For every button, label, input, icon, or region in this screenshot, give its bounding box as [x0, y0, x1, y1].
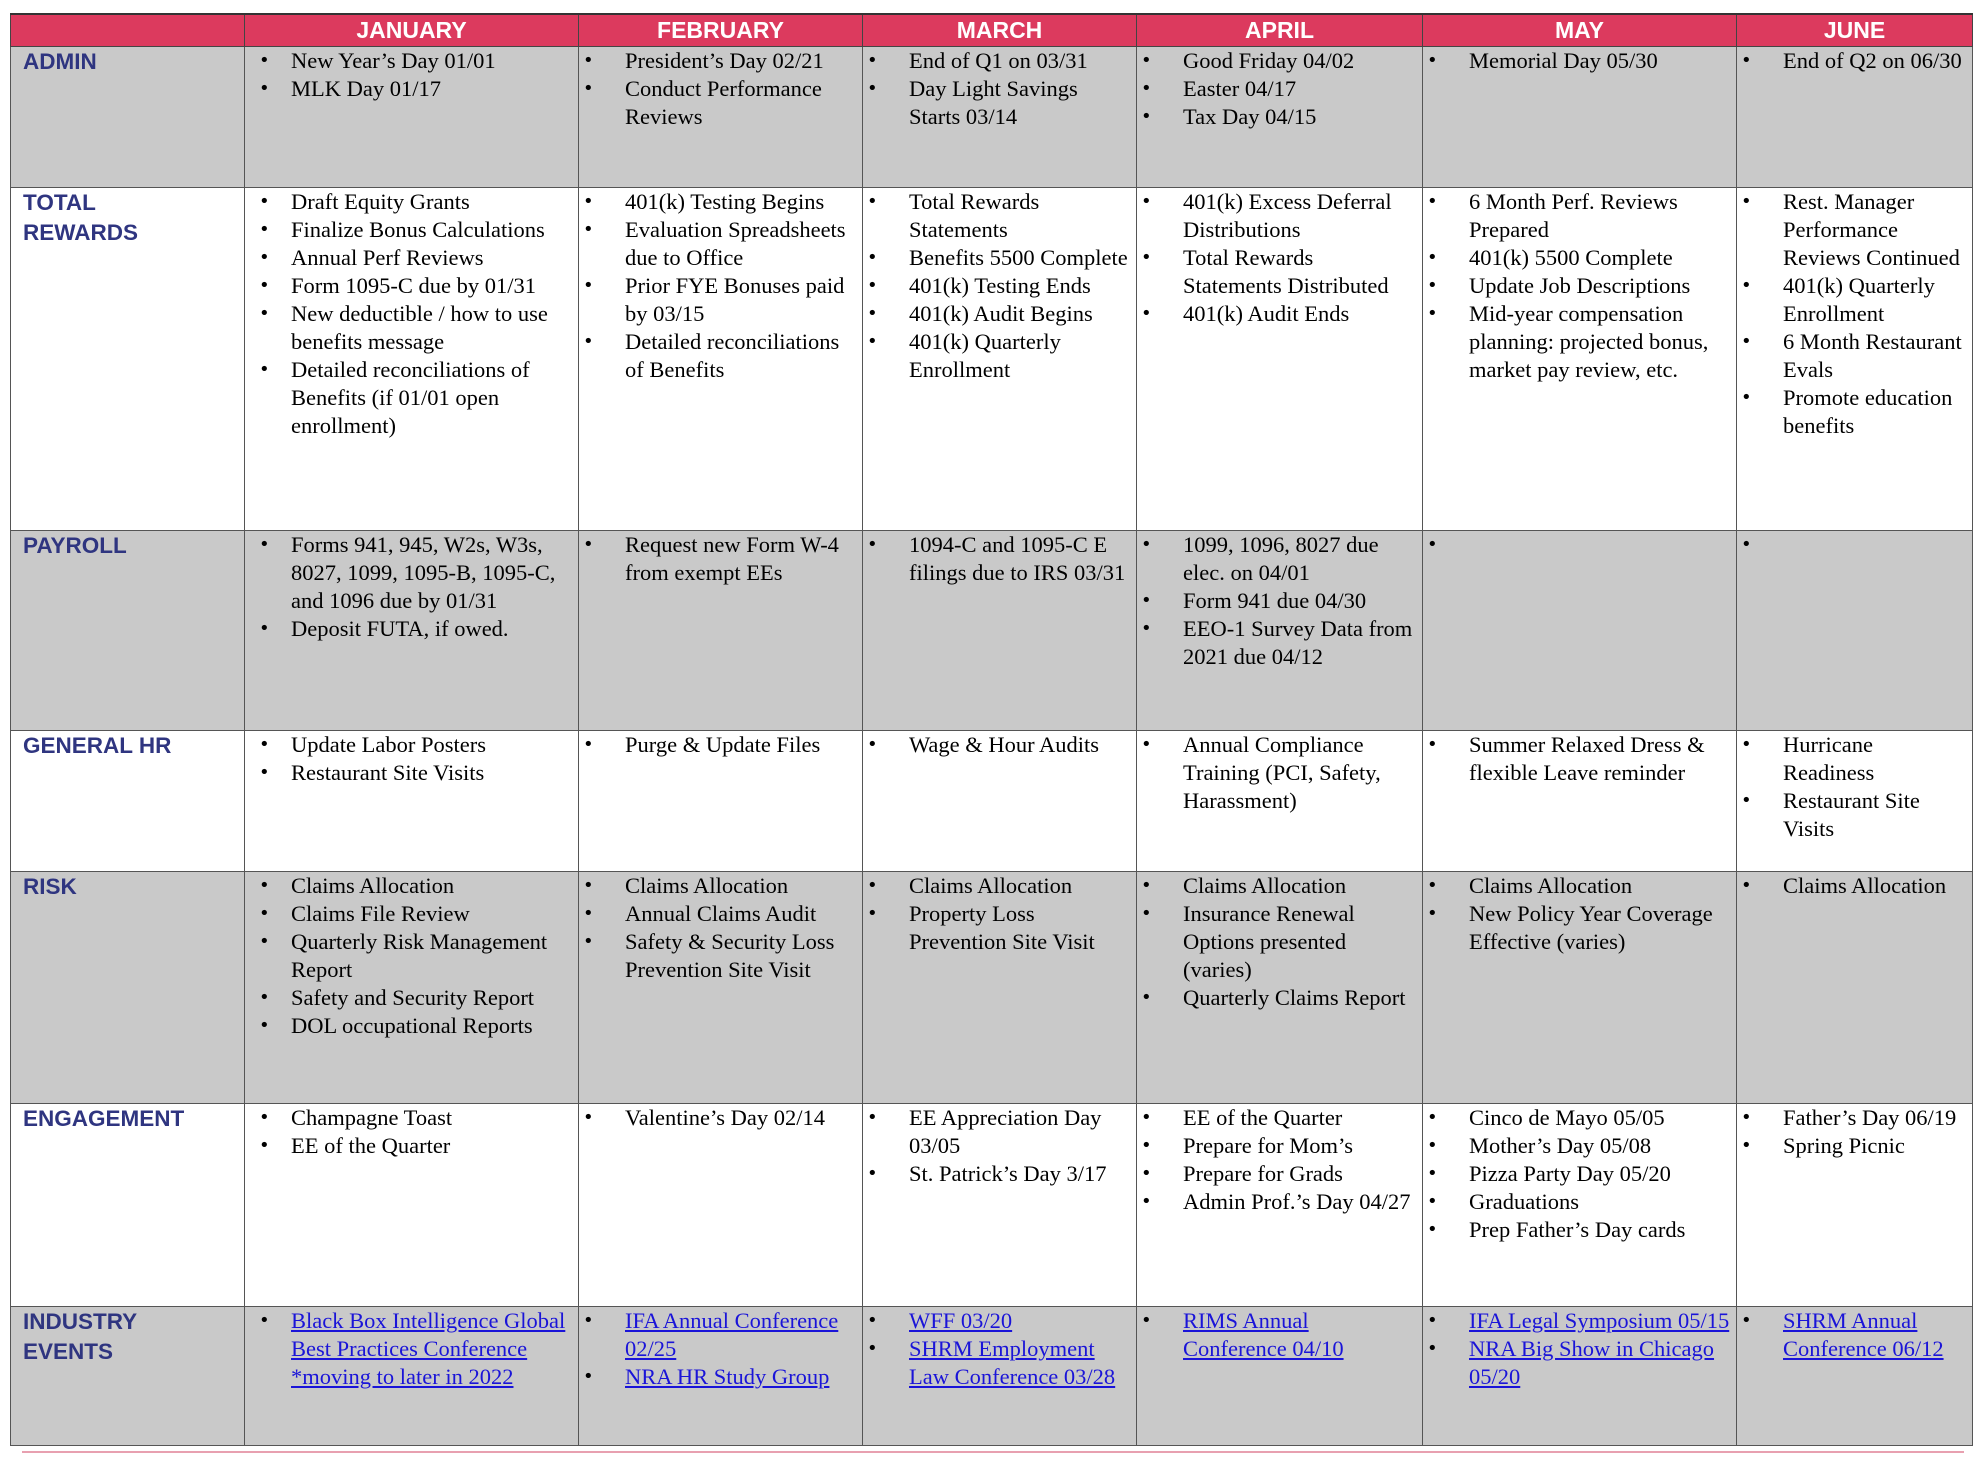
cell-jan: [245, 731, 579, 872]
cell-feb: [579, 731, 863, 872]
bullet-list: [1423, 47, 1736, 75]
list-item: • Annual Perf Reviews: [245, 244, 572, 272]
month-header-february: FEBRUARY: [579, 14, 863, 47]
cell-jun: [1737, 47, 1973, 188]
list-item: • Mother’s Day 05/08: [1423, 1132, 1730, 1160]
cell-may: [1423, 531, 1737, 731]
bullet-list: [1737, 47, 1972, 75]
cell-jan: [245, 47, 579, 188]
list-item: • End of Q2 on 06/30: [1737, 47, 1966, 75]
bullet-list: [245, 872, 578, 1040]
row-industry-events: [11, 1307, 1973, 1446]
cell-jan: [245, 1104, 579, 1307]
bullet-list: [1737, 872, 1972, 900]
month-header-row: [11, 14, 1973, 47]
list-item: • End of Q1 on 03/31: [863, 47, 1130, 75]
list-item: [579, 1307, 856, 1363]
list-item: [1737, 1307, 1966, 1363]
list-item: • Wage & Hour Audits: [863, 731, 1130, 759]
list-item: • Hurricane Readiness: [1737, 731, 1966, 787]
list-item: • St. Patrick’s Day 3/17: [863, 1160, 1130, 1188]
list-item: [579, 1363, 856, 1391]
list-item: • Claims Allocation: [1737, 872, 1966, 900]
list-item: • 401(k) Quarterly Enrollment: [1737, 272, 1966, 328]
cell-apr: [1137, 872, 1423, 1104]
bullet-list: [245, 731, 578, 787]
cell-jan: [245, 188, 579, 531]
list-item: • Claims Allocation: [1137, 872, 1416, 900]
list-item: • 401(k) Testing Ends: [863, 272, 1130, 300]
list-item: • New deductible / how to use benefits message: [245, 300, 572, 356]
bullet-list: [1423, 1104, 1736, 1244]
cell-feb: [579, 872, 863, 1104]
list-item: • Form 941 due 04/30: [1137, 587, 1416, 615]
list-item: • Annual Compliance Training (PCI, Safety, Harassment): [1137, 731, 1416, 815]
list-item: • Good Friday 04/02: [1137, 47, 1416, 75]
bullet-list: [863, 47, 1136, 131]
list-item: • 1094-C and 1095-C E filings due to IRS 03/31: [863, 531, 1130, 587]
list-item: • Rest. Manager Performance Reviews Continued: [1737, 188, 1966, 272]
cell-apr: [1137, 531, 1423, 731]
list-item: • 6 Month Restaurant Evals: [1737, 328, 1966, 384]
bullet-list: [245, 188, 578, 440]
list-item: • Day Light Savings Starts 03/14: [863, 75, 1130, 131]
list-item: • Benefits 5500 Complete: [863, 244, 1130, 272]
list-item: • DOL occupational Reports: [245, 1012, 572, 1040]
cell-feb: [579, 1104, 863, 1307]
list-item: • EE of the Quarter: [245, 1132, 572, 1160]
list-item: • Claims Allocation: [245, 872, 572, 900]
bullet-list: [1737, 731, 1972, 843]
list-item: • Memorial Day 05/30: [1423, 47, 1730, 75]
list-item: • President’s Day 02/21: [579, 47, 856, 75]
list-item: • EEO-1 Survey Data from 2021 due 04/12: [1137, 615, 1416, 671]
list-item: • Admin Prof.’s Day 04/27: [1137, 1188, 1416, 1216]
cell-feb: [579, 47, 863, 188]
cell-feb: [579, 531, 863, 731]
list-item: • Claims Allocation: [1423, 872, 1730, 900]
bullet-list: [1737, 1307, 1972, 1363]
bullet-list: [579, 1104, 862, 1132]
list-item: • Annual Claims Audit: [579, 900, 856, 928]
cell-jun: [1737, 731, 1973, 872]
list-item: • Detailed reconciliations of Benefits (if 01/01 open enrollment): [245, 356, 572, 440]
bullet-list: [863, 531, 1136, 587]
header-blank-cell: [11, 14, 245, 47]
category-label: [11, 47, 245, 188]
list-item: • Finalize Bonus Calculations: [245, 216, 572, 244]
category-label-line: PAYROLL: [23, 533, 127, 558]
category-label-line: RISK: [23, 874, 77, 899]
list-item: • Forms 941, 945, W2s, W3s, 8027, 1099, 1095-B, 1095-C, and 1096 due by 01/31: [245, 531, 572, 615]
list-item: • Promote education benefits: [1737, 384, 1966, 440]
cell-mar: [863, 531, 1137, 731]
cell-may: [1423, 731, 1737, 872]
list-item: • Quarterly Claims Report: [1137, 984, 1416, 1012]
cell-jan: [245, 531, 579, 731]
cell-apr: [1137, 188, 1423, 531]
list-item: • Champagne Toast: [245, 1104, 572, 1132]
bullet-list: [1737, 188, 1972, 440]
bullet-list: [579, 47, 862, 131]
list-item: • Quarterly Risk Management Report: [245, 928, 572, 984]
month-header-april: APRIL: [1137, 14, 1423, 47]
list-item: • New Year’s Day 01/01: [245, 47, 572, 75]
list-item: • Total Rewards Statements Distributed: [1137, 244, 1416, 300]
cell-mar: [863, 1307, 1137, 1446]
bullet-list: [579, 1307, 862, 1391]
row-admin: [11, 47, 1973, 188]
list-item: • Insurance Renewal Options presented (varies): [1137, 900, 1416, 984]
list-item: [1423, 1307, 1730, 1335]
bullet-list: [1137, 1104, 1422, 1216]
list-item: • Total Rewards Statements: [863, 188, 1130, 244]
bullet-list: [1137, 731, 1422, 815]
cell-mar: [863, 731, 1137, 872]
list-item: • EE Appreciation Day 03/05: [863, 1104, 1130, 1160]
list-item: • MLK Day 01/17: [245, 75, 572, 103]
cell-may: [1423, 1307, 1737, 1446]
cell-may: [1423, 188, 1737, 531]
list-item: [863, 1335, 1130, 1391]
cell-mar: [863, 1104, 1137, 1307]
list-item: • 401(k) Testing Begins: [579, 188, 856, 216]
calendar-body: [11, 47, 1973, 1446]
list-item: • Claims File Review: [245, 900, 572, 928]
list-item: • Evaluation Spreadsheets due to Office: [579, 216, 856, 272]
cell-apr: [1137, 1307, 1423, 1446]
bullet-list: [863, 188, 1136, 384]
bullet-list: [1137, 1307, 1422, 1363]
list-item: • New Policy Year Coverage Effective (varies): [1423, 900, 1730, 956]
list-item: • Easter 04/17: [1137, 75, 1416, 103]
month-header: [11, 14, 1973, 47]
category-label: [11, 1104, 245, 1307]
event-link[interactable]: NRA Big Show in Chicago 05/20: [1469, 1336, 1715, 1389]
bullet-list: [863, 872, 1136, 956]
event-link[interactable]: Black Box Intelligence Global Best Practices Conference *moving to later in 2022: [291, 1308, 566, 1389]
list-item: [863, 1307, 1130, 1335]
bullet-list: [245, 1104, 578, 1160]
event-link[interactable]: WFF 03/20: [909, 1308, 1013, 1333]
list-item: • EE of the Quarter: [1137, 1104, 1416, 1132]
list-item: • Prep Father’s Day cards: [1423, 1216, 1730, 1244]
bullet-list: [245, 531, 578, 643]
event-link[interactable]: SHRM Employment Law Conference 03/28: [909, 1336, 1116, 1389]
list-item: • Claims Allocation: [579, 872, 856, 900]
event-link[interactable]: NRA HR Study Group: [625, 1364, 830, 1389]
list-item: • 401(k) Audit Ends: [1137, 300, 1416, 328]
list-item: • 401(k) 5500 Complete: [1423, 244, 1730, 272]
hr-calendar-table: [10, 13, 1973, 1446]
bullet-list: [1137, 872, 1422, 1012]
category-label-line: REWARDS: [23, 220, 139, 245]
cell-feb: [579, 188, 863, 531]
list-item: • Father’s Day 06/19: [1737, 1104, 1966, 1132]
event-link[interactable]: IFA Annual Conference 02/25: [625, 1308, 839, 1361]
list-item: • Restaurant Site Visits: [245, 759, 572, 787]
row-risk: [11, 872, 1973, 1104]
list-item: [1423, 1335, 1730, 1391]
event-link[interactable]: IFA Legal Symposium 05/15: [1469, 1308, 1730, 1333]
list-item: • Draft Equity Grants: [245, 188, 572, 216]
category-label-line: INDUSTRY: [23, 1309, 138, 1334]
list-item: • Valentine’s Day 02/14: [579, 1104, 856, 1132]
list-item: • Prepare for Grads: [1137, 1160, 1416, 1188]
category-label-line: ENGAGEMENT: [23, 1106, 185, 1131]
cell-jun: [1737, 1104, 1973, 1307]
bullet-list: [579, 188, 862, 384]
list-item: • Restaurant Site Visits: [1737, 787, 1966, 843]
category-label-line: GENERAL HR: [23, 733, 172, 758]
list-item: • Tax Day 04/15: [1137, 103, 1416, 131]
category-label-line: EVENTS: [23, 1339, 114, 1364]
cell-jan: [245, 872, 579, 1104]
bullet-list: [245, 47, 578, 103]
cell-feb: [579, 1307, 863, 1446]
category-label: [11, 1307, 245, 1446]
cell-mar: [863, 47, 1137, 188]
list-item: [245, 1307, 572, 1391]
list-item: • Detailed reconciliations of Benefits: [579, 328, 856, 384]
list-item: • Request new Form W-4 from exempt EEs: [579, 531, 856, 587]
category-label: [11, 188, 245, 531]
list-item: • Mid-year compensation planning: projected bonus, market pay review, etc.: [1423, 300, 1730, 384]
bullet-list: [863, 1307, 1136, 1391]
category-label-line: ADMIN: [23, 49, 97, 74]
list-item: • Safety & Security Loss Prevention Site Visit: [579, 928, 856, 984]
cell-apr: [1137, 47, 1423, 188]
row-total-rewards: [11, 188, 1973, 531]
event-link[interactable]: RIMS Annual Conference 04/10: [1183, 1308, 1344, 1361]
bullet-list: [1137, 47, 1422, 131]
bullet-list: [863, 1104, 1136, 1188]
cell-mar: [863, 872, 1137, 1104]
list-item: • 401(k) Quarterly Enrollment: [863, 328, 1130, 384]
list-item: • Graduations: [1423, 1188, 1730, 1216]
cell-may: [1423, 1104, 1737, 1307]
list-item: • Update Job Descriptions: [1423, 272, 1730, 300]
list-item: • Prepare for Mom’s: [1137, 1132, 1416, 1160]
list-item: [1137, 1307, 1416, 1363]
cell-may: [1423, 872, 1737, 1104]
cell-jan: [245, 1307, 579, 1446]
list-item: • Deposit FUTA, if owed.: [245, 615, 572, 643]
list-item: • 6 Month Perf. Reviews Prepared: [1423, 188, 1730, 244]
cell-apr: [1137, 731, 1423, 872]
cell-mar: [863, 188, 1137, 531]
list-item: • 1099, 1096, 8027 due elec. on 04/01: [1137, 531, 1416, 587]
list-item: • Property Loss Prevention Site Visit: [863, 900, 1130, 956]
list-item: • Cinco de Mayo 05/05: [1423, 1104, 1730, 1132]
list-item: • Summer Relaxed Dress & flexible Leave reminder: [1423, 731, 1730, 787]
bullet-list: [1737, 1104, 1972, 1160]
bullet-list: [863, 731, 1136, 759]
bullet-list: [1423, 188, 1736, 384]
list-item: • 401(k) Audit Begins: [863, 300, 1130, 328]
cell-jun: [1737, 531, 1973, 731]
list-item: • Spring Picnic: [1737, 1132, 1966, 1160]
category-label: [11, 731, 245, 872]
page-bottom-rule: [22, 1451, 1964, 1453]
cell-may: [1423, 47, 1737, 188]
list-item: • Safety and Security Report: [245, 984, 572, 1012]
list-item: • Conduct Performance Reviews: [579, 75, 856, 131]
cell-apr: [1137, 1104, 1423, 1307]
bullet-list: [1137, 188, 1422, 328]
cell-jun: [1737, 872, 1973, 1104]
list-item: • Purge & Update Files: [579, 731, 856, 759]
list-item: • Claims Allocation: [863, 872, 1130, 900]
month-header-march: MARCH: [863, 14, 1137, 47]
category-label-line: TOTAL: [23, 190, 96, 215]
list-item: • Update Labor Posters: [245, 731, 572, 759]
category-label: [11, 872, 245, 1104]
bullet-list: [579, 731, 862, 759]
cell-jun: [1737, 1307, 1973, 1446]
month-header-june: JUNE: [1737, 14, 1973, 47]
event-link[interactable]: SHRM Annual Conference 06/12: [1783, 1308, 1944, 1361]
row-engagement: [11, 1104, 1973, 1307]
bullet-list: [579, 531, 862, 587]
bullet-list: [245, 1307, 578, 1391]
list-item: • Pizza Party Day 05/20: [1423, 1160, 1730, 1188]
cell-jun: [1737, 188, 1973, 531]
row-general-hr: [11, 731, 1973, 872]
bullet-list: [579, 872, 862, 984]
month-header-may: MAY: [1423, 14, 1737, 47]
list-item: • Prior FYE Bonuses paid by 03/15: [579, 272, 856, 328]
month-header-january: JANUARY: [245, 14, 579, 47]
list-item: • Form 1095-C due by 01/31: [245, 272, 572, 300]
bullet-list: [1423, 1307, 1736, 1391]
category-label: [11, 531, 245, 731]
row-payroll: [11, 531, 1973, 731]
list-item: • 401(k) Excess Deferral Distributions: [1137, 188, 1416, 244]
bullet-list: [1423, 731, 1736, 787]
bullet-list: [1137, 531, 1422, 671]
bullet-list: [1423, 872, 1736, 956]
